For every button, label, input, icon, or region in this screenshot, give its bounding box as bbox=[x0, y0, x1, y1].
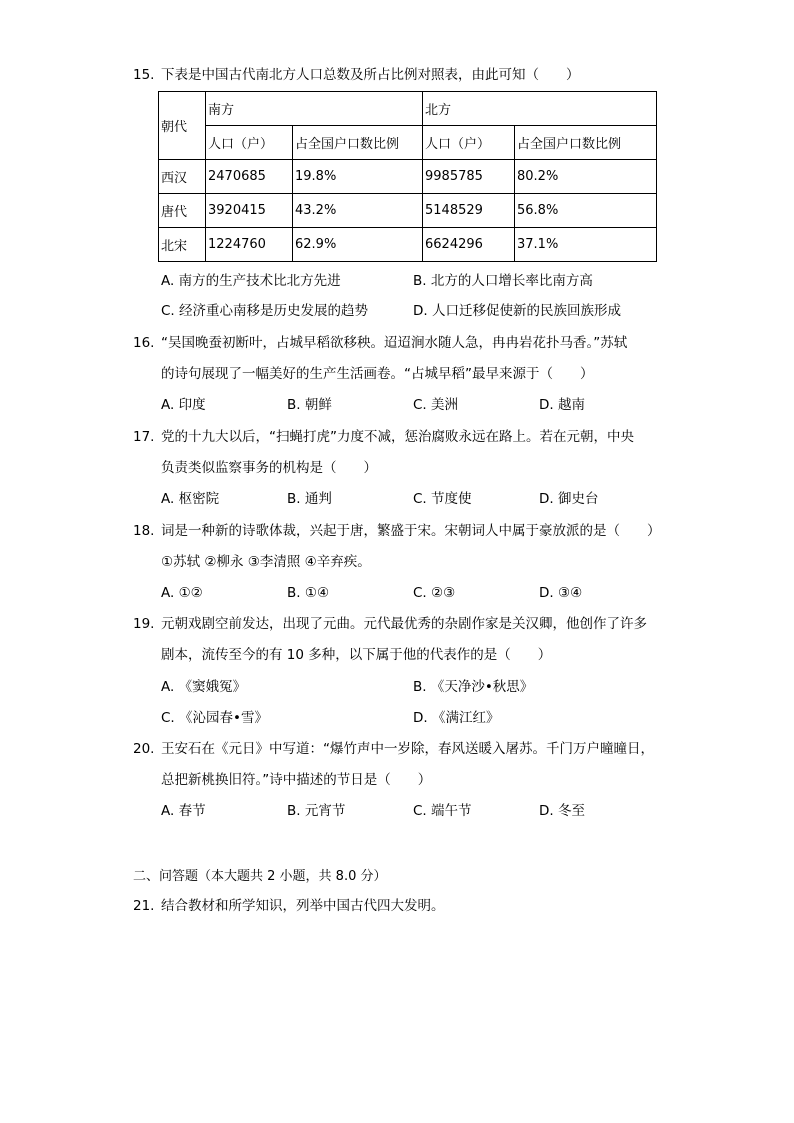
north-ratio-cell: 80.2% bbox=[515, 160, 657, 194]
north-ratio-cell: 56.8% bbox=[515, 194, 657, 228]
q16-option-c: C. 美洲 bbox=[413, 397, 459, 413]
q15-option-c: C. 经济重心南移是历史发展的趋势 bbox=[161, 303, 369, 319]
q15-option-d: D. 人口迁移促使新的民族回族形成 bbox=[413, 303, 621, 319]
q20-option-a: A. 春节 bbox=[161, 803, 206, 819]
q17-stem-line1: 党的十九大以后，“扫蝇打虎”力度不减，惩治腐败永远在路上。若在元朝，中央 bbox=[161, 429, 634, 445]
q17-option-d: D. 御史台 bbox=[539, 491, 599, 507]
q20-option-c: C. 端午节 bbox=[413, 803, 472, 819]
q16-option-d: D. 越南 bbox=[539, 397, 585, 413]
table-row bbox=[159, 194, 657, 228]
q20-option-d: D. 冬至 bbox=[539, 803, 585, 819]
q19-option-c: C. 《沁园春•雪》 bbox=[161, 710, 268, 726]
q15-option-b: B. 北方的人口增长率比南方高 bbox=[413, 273, 593, 289]
dynasty-cell: 唐代 bbox=[159, 194, 206, 228]
q15-stem: 下表是中国古代南北方人口总数及所占比例对照表，由此可知（ ） bbox=[161, 67, 580, 83]
south-header: 南方 bbox=[206, 92, 423, 126]
q17-option-b: B. 通判 bbox=[287, 491, 332, 507]
q17-number: 17. bbox=[133, 429, 155, 445]
q18-stem-line2: ①苏轼 ②柳永 ③李清照 ④辛弃疾。 bbox=[161, 554, 371, 570]
south-ratio-header: 占全国户口数比例 bbox=[293, 126, 423, 160]
q20-stem-line2: 总把新桃换旧符。”诗中描述的节日是（ ） bbox=[161, 772, 432, 788]
dynasty-header: 朝代 bbox=[159, 92, 206, 160]
south-ratio-cell: 43.2% bbox=[293, 194, 423, 228]
table-row bbox=[159, 160, 657, 194]
q18-option-c: C. ②③ bbox=[413, 585, 456, 601]
q21-number: 21. bbox=[133, 898, 155, 914]
q19-number: 19. bbox=[133, 616, 155, 632]
q18-stem-line1: 词是一种新的诗歌体裁，兴起于唐，繁盛于宋。宋朝词人中属于豪放派的是（ ） bbox=[161, 523, 661, 539]
north-ratio-header: 占全国户口数比例 bbox=[515, 126, 657, 160]
q17-stem-line2: 负责类似监察事务的机构是（ ） bbox=[161, 460, 377, 476]
q20-number: 20. bbox=[133, 741, 155, 757]
south-pop-cell: 2470685 bbox=[206, 160, 293, 194]
dynasty-cell: 西汉 bbox=[159, 160, 206, 194]
q19-stem-line1: 元朝戏剧空前发达，出现了元曲。元代最优秀的杂剧作家是关汉卿，他创作了许多 bbox=[161, 616, 647, 632]
q17-option-a: A. 枢密院 bbox=[161, 491, 220, 507]
q15-number: 15. bbox=[133, 67, 155, 83]
north-pop-cell: 5148529 bbox=[423, 194, 515, 228]
q16-number: 16. bbox=[133, 335, 155, 351]
south-pop-cell: 3920415 bbox=[206, 194, 293, 228]
q17-option-c: C. 节度使 bbox=[413, 491, 472, 507]
q20-option-b: B. 元宵节 bbox=[287, 803, 346, 819]
q16-stem-line2: 的诗句展现了一幅美好的生产生活画卷。“占城早稻”最早来源于（ ） bbox=[161, 366, 594, 382]
table-header-row-1 bbox=[159, 92, 657, 126]
q19-option-a: A. 《窦娥冤》 bbox=[161, 679, 247, 695]
population-table bbox=[158, 91, 657, 262]
q18-option-d: D. ③④ bbox=[539, 585, 583, 601]
q19-stem-line2: 剧本，流传至今的有 10 多种，以下属于他的代表作的是（ ） bbox=[161, 647, 552, 663]
section-heading: 二、问答题（本大题共 2 小题，共 8.0 分） bbox=[133, 869, 387, 884]
south-ratio-cell: 62.9% bbox=[293, 228, 423, 262]
south-pop-header: 人口（户） bbox=[206, 126, 293, 160]
north-pop-header: 人口（户） bbox=[423, 126, 515, 160]
q18-option-a: A. ①② bbox=[161, 585, 203, 601]
q15-option-a: A. 南方的生产技术比北方先进 bbox=[161, 273, 341, 289]
q16-option-a: A. 印度 bbox=[161, 397, 206, 413]
north-pop-cell: 9985785 bbox=[423, 160, 515, 194]
south-pop-cell: 1224760 bbox=[206, 228, 293, 262]
q18-option-b: B. ①④ bbox=[287, 585, 330, 601]
q19-option-b: B. 《天净沙•秋思》 bbox=[413, 679, 534, 695]
dynasty-cell: 北宋 bbox=[159, 228, 206, 262]
q16-stem-line1: “吴国晚蚕初断叶，占城早稻欲移秧。迢迢涧水随人急，冉冉岩花扑马香。”苏轼 bbox=[161, 335, 628, 351]
north-header: 北方 bbox=[423, 92, 657, 126]
q16-option-b: B. 朝鲜 bbox=[287, 397, 332, 413]
north-ratio-cell: 37.1% bbox=[515, 228, 657, 262]
south-ratio-cell: 19.8% bbox=[293, 160, 423, 194]
q20-stem-line1: 王安石在《元日》中写道：“爆竹声中一岁除，春风送暖入屠苏。千门万户曈曈日， bbox=[161, 741, 654, 757]
table-header-row-2 bbox=[159, 126, 657, 160]
q21-stem: 结合教材和所学知识，列举中国古代四大发明。 bbox=[161, 898, 445, 914]
q19-option-d: D. 《满江红》 bbox=[413, 710, 500, 726]
north-pop-cell: 6624296 bbox=[423, 228, 515, 262]
table-row bbox=[159, 228, 657, 262]
q18-number: 18. bbox=[133, 523, 155, 539]
